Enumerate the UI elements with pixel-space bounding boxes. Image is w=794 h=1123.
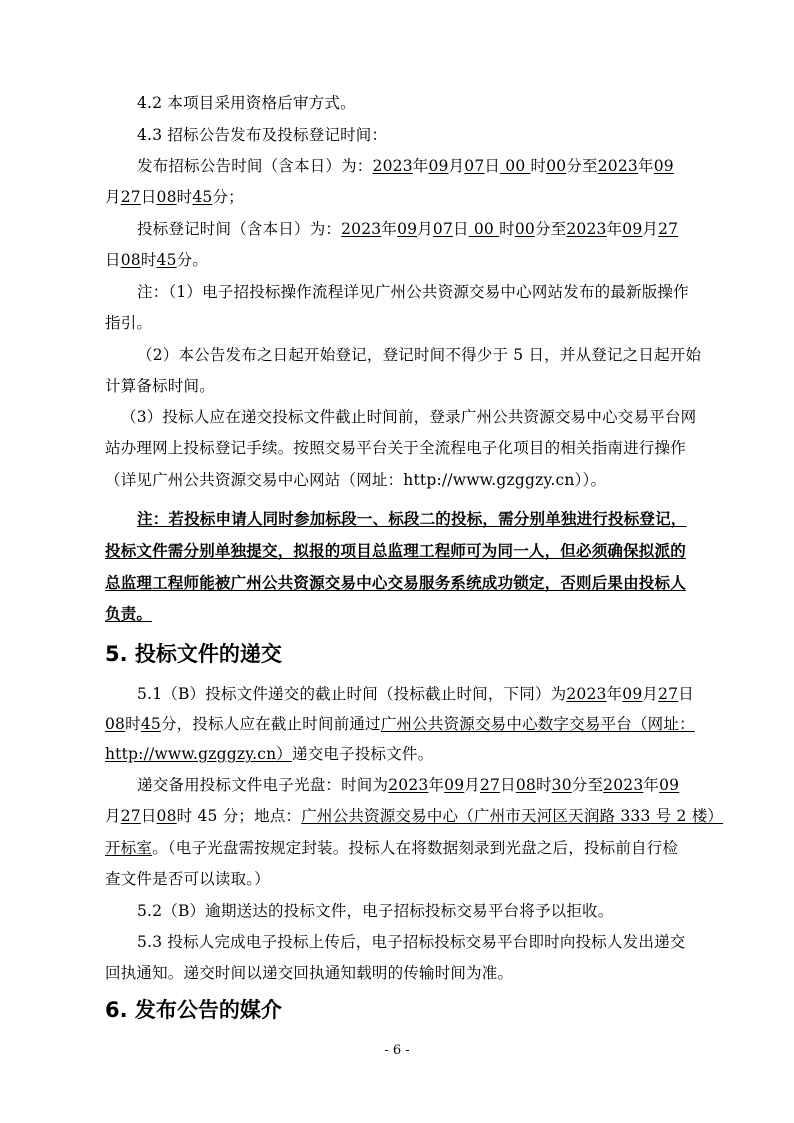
section-5-2: 5.2（B）逾期送达的投标文件，电子招标投标交易平台将予以拒收。 xyxy=(137,902,614,920)
backup-disc-line-1: 递交备用投标文件电子光盘：时间为2023年09月27日08时30分至2023年09 xyxy=(137,776,680,794)
note-2-line-1: （2）本公告发布之日起开始登记，登记时间不得少于 5 日，并从登记之日起开始 xyxy=(137,346,702,364)
backup-disc-line-4: 查文件是否可以读取。） xyxy=(105,870,270,888)
backup-disc-line-3: 开标室。（电子光盘需按规定封装。投标人在将数据刻录到光盘之后，投标前自行检 xyxy=(105,839,679,857)
bold-note-line-2: 投标文件需分别单独提交，拟报的项目总监理工程师可为同一人，但必须确保拟派的 xyxy=(105,541,686,560)
note-3-line-1: （3）投标人应在递交投标文件截止时间前，登录广州公共资源交易中心交易平台网 xyxy=(121,408,697,426)
bold-note-line-1: 注：若投标申请人同时参加标段一、标段二的投标，需分别单独进行投标登记， xyxy=(137,509,687,528)
section-5-3-line-2: 回执通知。递交时间以递交回执通知载明的传输时间为准。 xyxy=(105,964,514,982)
page-number: - 6 - xyxy=(384,1043,410,1058)
section-5-1-line-3: http://www.gzggzy.cn）递交电子投标文件。 xyxy=(105,745,434,763)
note-2-line-2: 计算备标时间。 xyxy=(105,377,215,395)
note-3-line-2: 站办理网上投标登记手续。按照交易平台关于全流程电子化项目的相关指南进行操作 xyxy=(105,439,686,457)
section-5-1-line-2: 08时45分，投标人应在截止时间前通过广州公共资源交易中心数字交易平台（网址： xyxy=(105,715,695,733)
section-5-heading: 5. 投标文件的递交 xyxy=(105,642,282,666)
section-6-heading: 6. 发布公告的媒介 xyxy=(105,998,282,1022)
note-1-line-1: 注：（1）电子招投标操作流程详见广州公共资源交易中心网站发布的最新版操作 xyxy=(137,283,689,301)
register-time-line-2: 日08时45分。 xyxy=(105,251,209,269)
bold-note-line-4: 负责。 xyxy=(105,604,153,623)
section-5-3-line-1: 5.3 投标人完成电子投标上传后，电子招标投标交易平台即时向投标人发出递交 xyxy=(137,933,686,951)
note-1-line-2: 指引。 xyxy=(105,314,153,332)
note-3-line-3: （详见广州公共资源交易中心网站（网址：http://www.gzggzy.cn））。 xyxy=(105,471,607,489)
section-5-1-line-1: 5.1（B）投标文件递交的截止时间（投标截止时间，下同）为2023年09月27日 xyxy=(137,685,694,703)
register-time-line-1: 投标登记时间（含本日）为：2023年09月07日 00 时00分至2023年09月27 xyxy=(137,220,679,238)
publish-time-line-1: 发布招标公告时间（含本日）为：2023年09月07日 00 时00分至2023年09 xyxy=(137,157,674,175)
backup-disc-line-2: 月27日08时 45 分；地点：广州公共资源交易中心（广州市天河区天润路 333 号 2 楼） xyxy=(105,807,724,825)
publish-time-line-2: 月27日08时45分； xyxy=(105,188,244,206)
bold-note-line-3: 总监理工程师能被广州公共资源交易中心交易服务系统成功锁定，否则后果由投标人 xyxy=(105,573,686,592)
para-4-2: 4.2 本项目采用资格后审方式。 xyxy=(137,94,356,112)
para-4-3: 4.3 招标公告发布及投标登记时间： xyxy=(137,126,388,144)
